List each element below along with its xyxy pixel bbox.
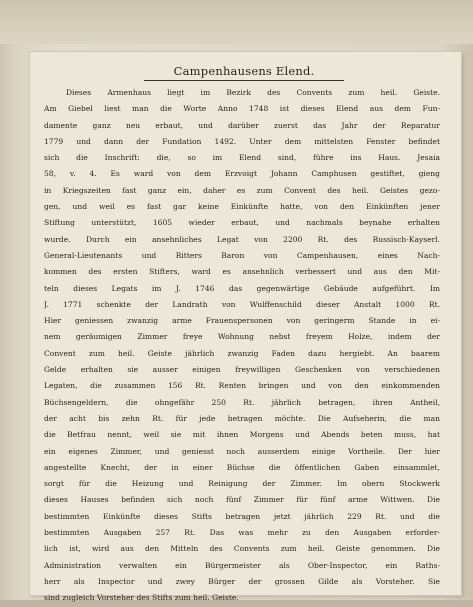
text-line: die Betfrau nennt, weil sie mit ihnen Morgens und Abends beten muss, hat	[44, 430, 440, 440]
text-line: Hier geniessen zwanzig arme Frauenspersonen von geringerm Stande in ei-	[44, 316, 440, 326]
text-line: bestimmten Ausgaben 257 Rt. Das was mehr zu den Ausgaben erforder-	[44, 528, 440, 538]
document-body	[44, 85, 444, 607]
text-line: 1779 und dann der Fundation 1492. Unter dem mittelsten Fenster befindet	[44, 136, 440, 146]
text-line: bestimmten Einkünfte dieses Stifts betragen jetzt jährlich 229 Rt. und die	[44, 511, 440, 521]
text-line: Büchsengeldern, die ohngefähr 250 Rt. jährlich betragen, ihren Antheil,	[44, 397, 440, 407]
title-underline	[144, 80, 344, 81]
text-line: J. 1771 schenkte der Landrath von Wulffenschild dieser Anstalt 1000 Rt.	[44, 299, 440, 309]
document-content	[44, 64, 444, 607]
binder-top-edge	[0, 0, 473, 44]
text-line: herr als Inspector und zwey Bürger der grossen Gilde als Vorsteher. Sie	[44, 576, 440, 586]
text-line: Convent zum heil. Geiste jährlich zwanzig Faden dazu hergiebt. An baarem	[44, 348, 440, 358]
text-line: ein eigenes Zimmer, und geniesst noch ausserdem einige Vortheile. Der hier	[44, 446, 440, 456]
text-line: Stiftung unterstützt, 1605 wieder erbaut, und nachmals beynahe erhalten	[44, 218, 440, 228]
text-line: sich die Inschrift: die, so im Elend sind, führe ins Haus. Jesaia	[44, 153, 440, 163]
text-line: kommen des ersten Stifters, ward es ansehnlich verbessert und aus den Mit-	[44, 267, 440, 277]
text-line: sorgt für die Heizung und Reinigung der Zimmer. Im obern Stockwerk	[44, 479, 440, 489]
text-line: Gelde erhalten sie ausser einigen freywilligen Geschenken von verschiedenen	[44, 365, 440, 375]
text-line: gen, und weil es fast gar keine Einkünfte hatte, von den Einkünften jener	[44, 202, 440, 212]
text-line: Dieses Armenhaus liegt im Bezirk des Convents zum heil. Geiste.	[66, 88, 440, 97]
text-line: der acht bis zehn Rt. für jede betragen möchte. Die Aufseherin, die man	[44, 413, 440, 423]
text-line: General-Lieutenants und Ritters Baron von Campenhausen, eines Nach-	[44, 250, 440, 260]
text-line: 58, v. 4. Es ward von dem Erzvoigt Johann Camphusen gestiftet, gieng	[44, 169, 440, 179]
text-line: Legaten, die zusammen 156 Rt. Renten bringen und von den einkommenden	[44, 381, 440, 391]
text-line: Am Giebel liest man die Worte Anno 1748 ist dieses Elend aus dem Fun-	[44, 104, 440, 114]
document-title: Campenhausens Elend.	[173, 64, 315, 78]
text-line: nem geräumigen Zimmer freye Wohnung nebst freyem Holze, indem der	[44, 332, 440, 342]
text-line: Administration verwalten ein Bürgermeister als Ober-Inspector, ein Raths-	[44, 560, 440, 570]
text-line: angestellte Knecht, der in einer Büchse die öffentlichen Gaben einsammlet,	[44, 462, 440, 472]
text-line: teln dieses Legats im J. 1746 das gegenwärtige Gebäude aufgeführt. Im	[44, 283, 440, 293]
text-line: sind zugleich Vorsteher des Stifts zum heil. Geiste.	[44, 593, 239, 603]
text-line: in Kriegszeiten fast ganz ein, daher es zum Convent des heil. Geistes gezo-	[44, 185, 440, 195]
text-line: damente ganz neu erbaut, und darüber zuerst das Jahr der Reparatur	[44, 120, 440, 130]
text-line: lich ist, wird aus den Mitteln des Convents zum heil. Geiste genommen. Die	[44, 544, 440, 554]
text-line: dieses Hauses befinden sich noch fünf Zimmer für fünf arme Wittwen. Die	[44, 495, 440, 505]
text-line: wurde. Durch ein ansehnliches Legat von 2200 Rt. des Russisch-Kayserl.	[44, 234, 440, 244]
